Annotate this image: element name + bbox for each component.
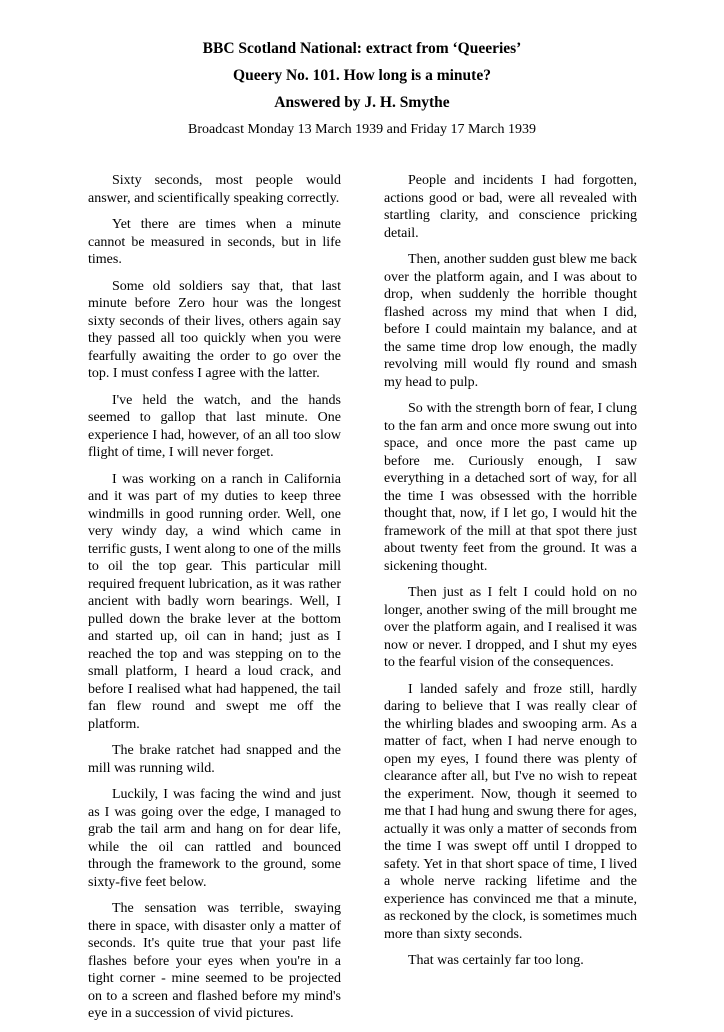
paragraph: The sensation was terrible, swaying there in space, with disaster only a matter of seconds. It's quite true that your past life flashes before your eyes when you're in a tight corner - mine seemed to be projected on to a screen and flashed before my mind's eye in a succession of vivid pictures. xyxy=(88,901,341,1021)
paragraph: Yet there are times when a minute cannot be measured in seconds, but in life times. xyxy=(88,217,341,267)
paragraph: People and incidents I had forgotten, actions good or bad, were all revealed with startling clarity, and conscience pricking detail. xyxy=(384,173,637,241)
document-title: BBC Scotland National: extract from ‘Queeries’ xyxy=(202,40,522,57)
broadcast-dates: Broadcast Monday 13 March 1939 and Friday 17 March 1939 xyxy=(188,122,536,137)
paragraph: I was working on a ranch in California and it was part of my duties to keep three windmills in good running order. Well, one very windy day, a wind which came in terrific gusts, I went along to one of the mills to oil the top gear. This particular mill required frequent lubrication, as it was rather ancient with badly worn bearings. Well, I pulled down the brake lever at the bottom and started up, oil can in hand; just as I reached the top and was stepping on to the small platform, I heard a loud crack, and before I realised what had happened, the tail fan flew round and swept me off the platform. xyxy=(88,471,341,732)
paragraph: So with the strength born of fear, I clung to the fan arm and once more swung out into space, and once more the past came up before me. Curiously enough, I saw everything in a detached sort of way, for all the time I was obsessed with the horrible thought that, now, if I let go, I would hit the framework of the mill at that spot there just about twenty feet from the ground. It was a sickening thought. xyxy=(384,401,637,574)
queery-title: Queery No. 101. How long is a minute? xyxy=(233,67,491,84)
paragraph: Luckily, I was facing the wind and just as I was going over the edge, I managed to grab the tail arm and hang on for dear life, while the oil can rattled and bounced through the framework to the ground, some sixty-five feet below. xyxy=(88,787,341,890)
paragraph: Then just as I felt I could hold on no longer, another swing of the mill brought me over the platform again, and I realised it was now or never. I dropped, and I shut my eyes to the fearful vision of the consequences. xyxy=(384,585,637,670)
author-line: Answered by J. H. Smythe xyxy=(274,94,450,111)
left-column xyxy=(88,172,341,1032)
paragraph: Sixty seconds, most people would answer, and scientifically speaking correctly. xyxy=(88,173,341,206)
paragraph: The brake ratchet had snapped and the mill was running wild. xyxy=(88,743,341,776)
document-header xyxy=(0,40,724,138)
paragraph: I've held the watch, and the hands seemed to gallop that last minute. One experience I had, however, of an all too slow flight of time, I will never forget. xyxy=(88,392,341,460)
paragraph: That was certainly far too long. xyxy=(408,953,584,968)
paragraph: I landed safely and froze still, hardly daring to believe that I was really clear of the whirling blades and swooping arm. As a matter of fact, when I had nerve enough to open my eyes, I found there was plenty of clearance after all, but I've no wish to repeat the experiment. Now, though it seemed to me that I had hung and swung there for ages, actually it was only a matter of seconds from the time I was swept off until I dropped to safety. Yet in that short space of time, I lived a whole nerve racking lifetime and the experience has convinced me that a minute, as reckoned by the clock, is sometimes much more than sixty seconds. xyxy=(384,681,637,942)
paragraph: Then, another sudden gust blew me back over the platform again, and I was about to drop, when suddenly the horrible thought flashed across my mind that when I did, before I could maintain my balance, and at the same time drop low enough, the madly revolving mill would fly round and smash my head to pulp. xyxy=(384,252,637,390)
paragraph: Some old soldiers say that, that last minute before Zero hour was the longest sixty seconds of their lives, others again say they passed all too quickly when you were fearfully awaiting the order to go over the top. I must confess I agree with the latter. xyxy=(88,278,341,381)
right-column xyxy=(384,172,637,979)
